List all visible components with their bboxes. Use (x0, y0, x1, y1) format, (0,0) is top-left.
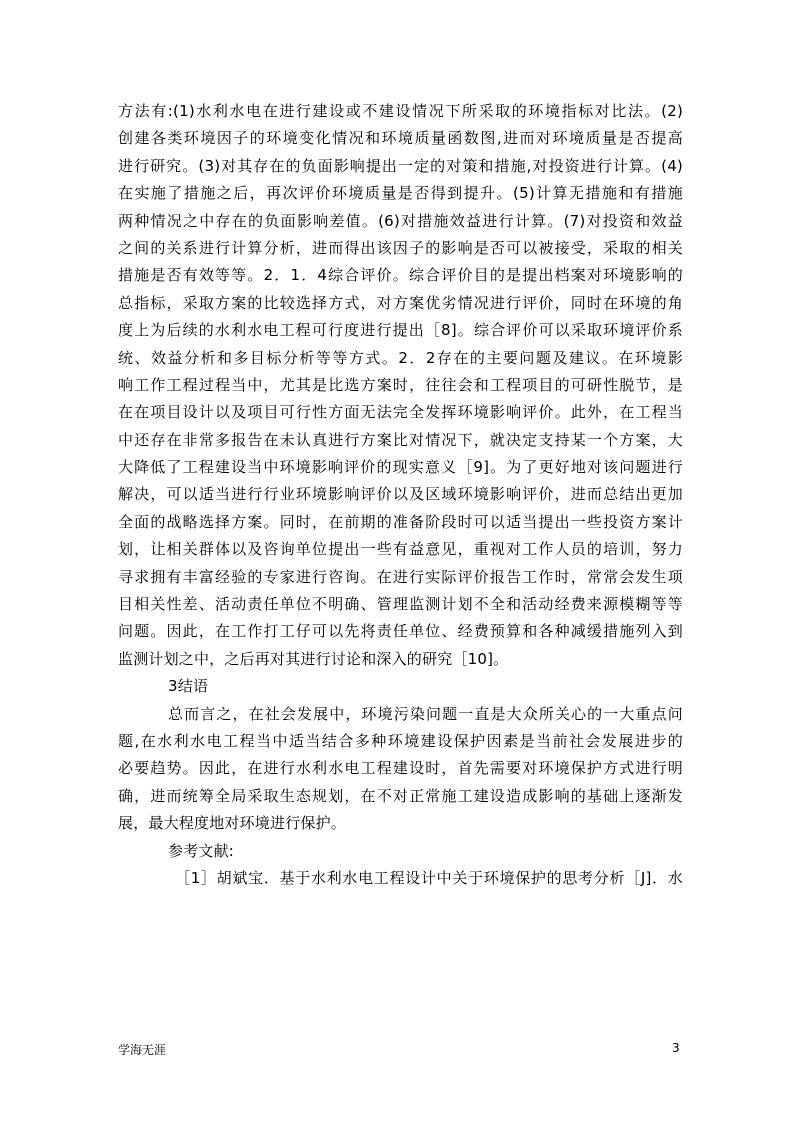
page-number: 3 (672, 1041, 680, 1055)
conclusion-line: 确，进而统筹全局采取生态规划，在不对正常施工建设造成影响的基础上逐渐发 (118, 786, 683, 805)
references-heading: 参考文献: (168, 841, 235, 860)
body-line: 方法有:(1)水利水电在进行建设或不建设情况下所采取的环境指标对比法。(2) (118, 102, 683, 120)
body-line: 在实施了措施之后，再次评价环境质量是否得到提升。(5)计算无措施和有措施 (118, 184, 683, 203)
conclusion-line: 展，最大程度地对环境进行保护。 (118, 814, 347, 833)
conclusion-line: 必要趋势。因此，在进行水利水电工程建设时，首先需要对环境保护方式进行明 (118, 759, 683, 778)
body-line: 总指标，采取方案的比较选择方式，对方案优劣情况进行评价，同时在环境的角 (118, 293, 683, 312)
body-line: 划，让相关群体以及咨询单位提出一些有益意见，重视对工作人员的培训，努力 (118, 540, 683, 559)
body-line: 在在项目设计以及项目可行性方面无法完全发挥环境影响评价。此外，在工程当 (118, 403, 683, 422)
footer-text: 学海无涯 (118, 1043, 167, 1057)
body-line: 目相关性差、活动责任单位不明确、管理监测计划不全和活动经费来源模糊等等 (118, 595, 683, 614)
body-line: 统、效益分析和多目标分析等等方式。2．2存在的主要问题及建议。在环境影 (118, 348, 683, 367)
body-line: 之间的关系进行计算分析，进而得出该因子的影响是否可以被接受，采取的相关 (118, 238, 683, 257)
body-line: 中还存在非常多报告在未认真进行方案比对情况下，就决定支持某一个方案，大 (118, 430, 683, 449)
body-line: 大降低了工程建设当中环境影响评价的现实意义［9]。为了更好地对该问题进行 (118, 458, 683, 477)
section-heading: 3结语 (168, 677, 209, 696)
body-line: 解决，可以适当进行行业环境影响评价以及区域环境影响评价，进而总结出更加 (118, 485, 683, 504)
body-line: 响工作工程过程当中，尤其是比选方案时，往往会和工程项目的可研性脱节，是 (118, 375, 683, 394)
body-line: 创建各类环境因子的环境变化情况和环境质量函数图,进而对环境质量是否提高 (118, 129, 683, 148)
body-line: 全面的战略选择方案。同时，在前期的准备阶段时可以适当提出一些投资方案计 (118, 512, 683, 531)
body-line: 监测计划之中，之后再对其进行讨论和深入的研究［10]。 (118, 649, 509, 668)
body-line: 度上为后续的水利水电工程可行度进行提出［8]。综合评价可以采取环境评价系 (118, 321, 683, 340)
body-line: 措施是否有效等等。2．1．4综合评价。综合评价目的是提出档案对环境影响的 (118, 266, 683, 285)
body-line: 两种情况之中存在的负面影响差值。(6)对措施效益进行计算。(7)对投资和效益 (118, 211, 683, 230)
reference-item: ［1］胡斌宝．基于水利水电工程设计中关于环境保护的思考分析［J]．水 (175, 868, 683, 887)
conclusion-line: 题,在水利水电工程当中适当结合多种环境建设保护因素是当前社会发展进步的 (118, 731, 683, 750)
conclusion-line: 总而言之，在社会发展中，环境污染问题一直是大众所关心的一大重点问 (168, 704, 683, 723)
body-line: 进行研究。(3)对其存在的负面影响提出一定的对策和措施,对投资进行计算。(4) (118, 156, 683, 175)
body-line: 寻求拥有丰富经验的专家进行咨询。在进行实际评价报告工作时，常常会发生项 (118, 567, 683, 586)
body-text (118, 98, 683, 892)
body-line: 问题。因此，在工作打工仔可以先将责任单位、经费预算和各种减缓措施列入到 (118, 622, 683, 641)
